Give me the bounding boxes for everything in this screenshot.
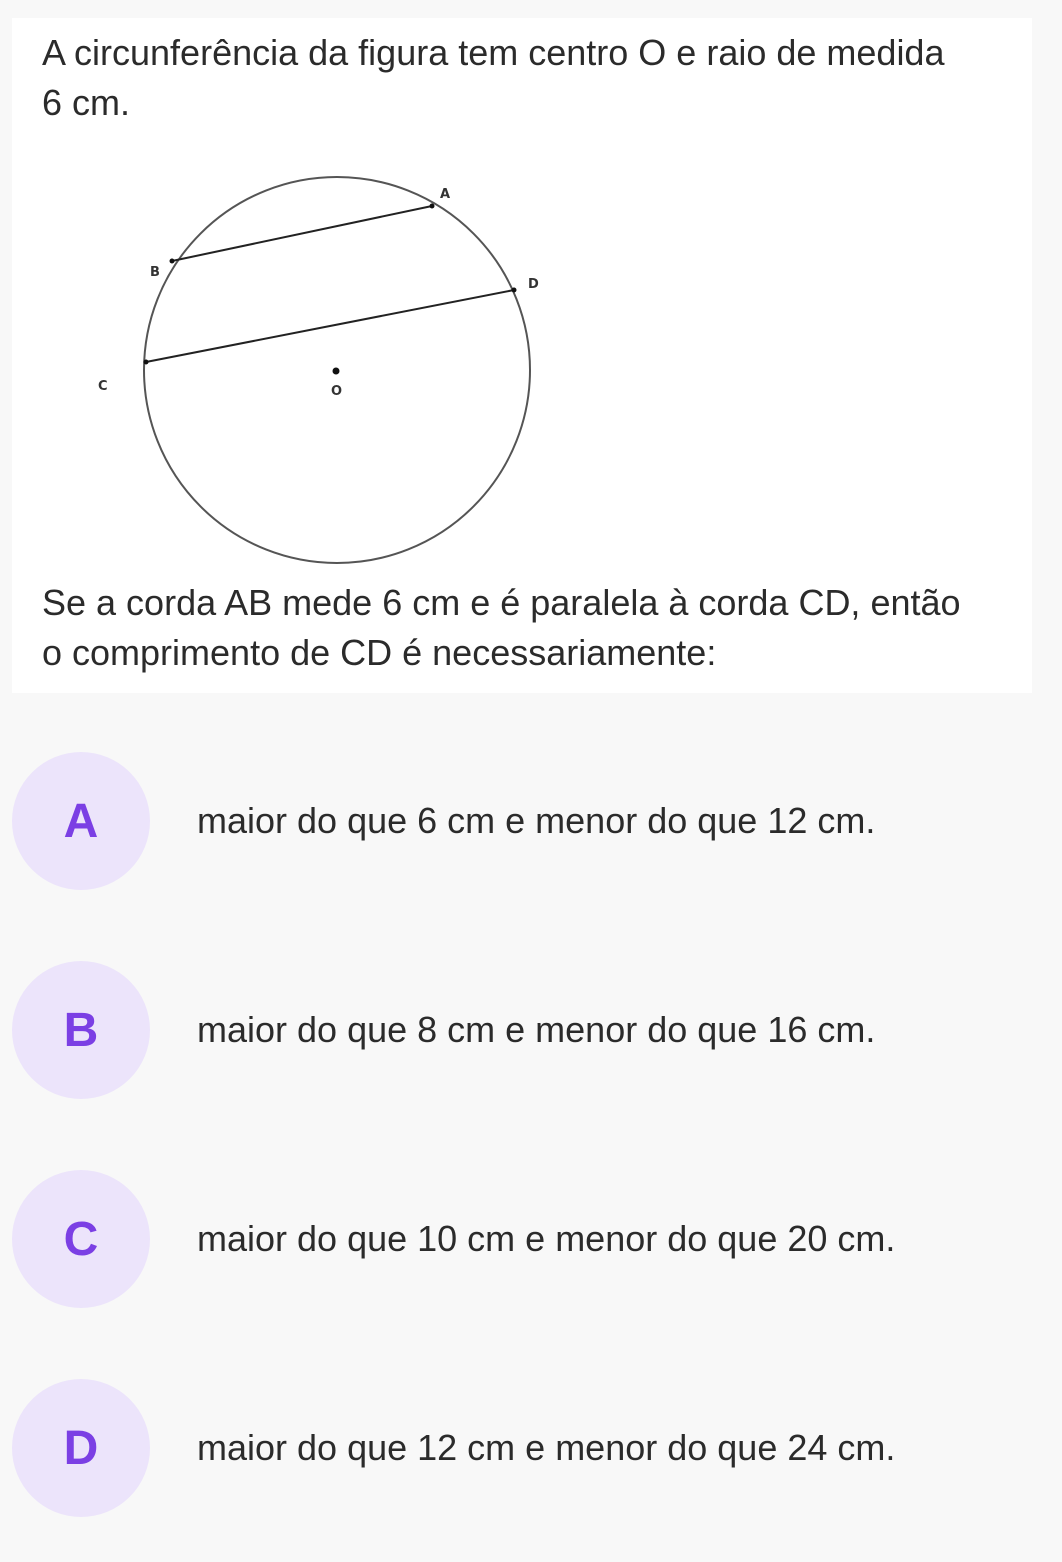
option-a-text[interactable]: maior do que 6 cm e menor do que 12 cm. <box>197 800 876 841</box>
point-b-marker <box>170 259 175 264</box>
option-a[interactable] <box>12 752 1052 892</box>
point-c-marker <box>144 360 149 365</box>
option-c-letter[interactable]: C <box>12 1170 150 1308</box>
question-stem-part2 <box>42 578 1034 678</box>
chord-ab <box>172 206 432 261</box>
point-d-marker <box>512 288 517 293</box>
option-d-letter[interactable]: D <box>12 1379 150 1517</box>
option-c[interactable] <box>12 1170 1052 1310</box>
center-point-marker <box>333 368 340 375</box>
question-card <box>12 18 1032 693</box>
option-c-text[interactable]: maior do que 10 cm e menor do que 20 cm. <box>197 1218 896 1259</box>
question-stem-line2: 6 cm. <box>42 82 131 123</box>
label-o: O <box>331 384 343 399</box>
question-stem-part1 <box>42 28 1034 128</box>
option-d-text[interactable]: maior do que 12 cm e menor do que 24 cm. <box>197 1427 896 1468</box>
question-stem-line4: o comprimento de CD é necessariamente: <box>42 632 717 673</box>
label-a: A <box>440 187 451 202</box>
option-a-letter[interactable]: A <box>12 752 150 890</box>
label-b: B <box>150 265 160 280</box>
label-c: C <box>98 379 108 394</box>
option-d[interactable] <box>12 1379 1052 1519</box>
point-a-marker <box>430 204 435 209</box>
option-b-letter[interactable]: B <box>12 961 150 1099</box>
option-b[interactable] <box>12 961 1052 1101</box>
circle-figure <box>62 168 582 568</box>
option-b-text[interactable]: maior do que 8 cm e menor do que 16 cm. <box>197 1009 876 1050</box>
chord-cd <box>146 290 514 362</box>
question-stem-line3: Se a corda AB mede 6 cm e é paralela à corda CD, então <box>42 582 961 623</box>
label-d: D <box>528 277 539 292</box>
question-stem-line1: A circunferência da figura tem centro O e raio de medida <box>42 32 945 73</box>
